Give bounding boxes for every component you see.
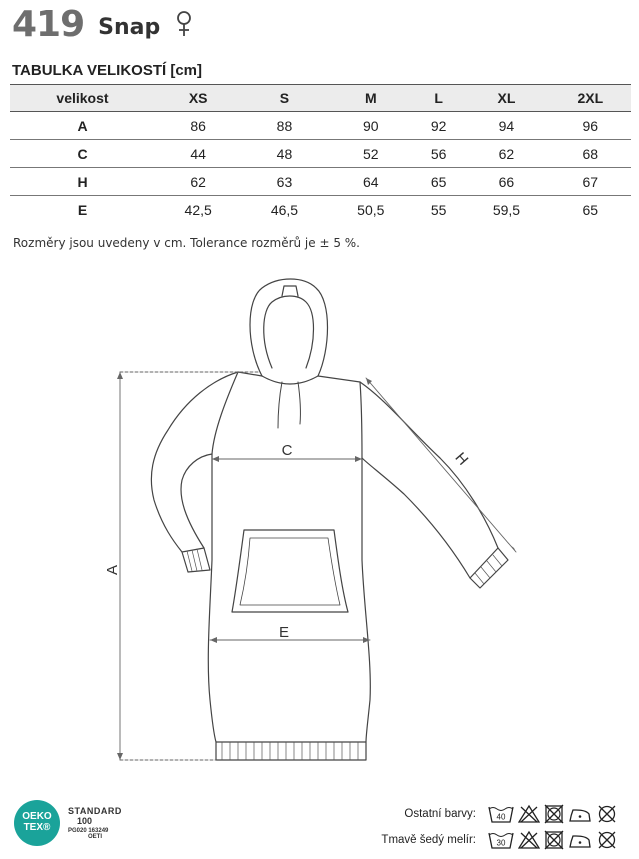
table-cell: 62 — [463, 140, 549, 168]
table-cell: 59,5 — [492, 201, 521, 218]
header-cell: XS — [155, 85, 241, 112]
no-dry-clean-icon — [596, 804, 618, 824]
wash-temp-other: 40 — [496, 812, 506, 822]
oeko-logo-line1: OEKO — [22, 811, 52, 822]
tolerance-note: Rozměry jsou uvedeny v cm. Tolerance rozměrů je ± 5 %. — [13, 236, 360, 250]
table-cell: 88 — [241, 112, 327, 140]
ribbing-lines — [187, 549, 502, 760]
no-bleach-icon — [518, 804, 540, 824]
wash-30-icon — [488, 830, 514, 850]
table-cell: 92 — [414, 112, 463, 140]
oeko-standard-number: 100 — [77, 816, 93, 826]
oeko-certificate: PG020 163249 — [68, 828, 109, 834]
table-cell: 67 — [550, 168, 631, 196]
iron-low-icon — [568, 830, 592, 850]
care-symbols-other — [488, 804, 618, 824]
product-name: Snap — [98, 14, 161, 40]
garment-outline — [151, 279, 508, 760]
row-label: H — [10, 168, 155, 196]
wash-40-icon — [488, 804, 514, 824]
header-cell: velikost — [10, 85, 155, 112]
header-cell: 2XL — [550, 85, 631, 112]
table-cell: 66 — [463, 168, 549, 196]
table-cell: 65 — [582, 201, 599, 218]
product-number: 419 — [12, 3, 85, 45]
label-a: A — [104, 564, 121, 576]
oeko-institute: OETI — [88, 834, 103, 840]
table-cell: 48 — [241, 140, 327, 168]
care-label-grey-melange: Tmavě šedý melír: — [381, 834, 476, 846]
oeko-tex-badge — [14, 800, 124, 848]
label-c: C — [281, 442, 293, 459]
measurement-lines — [120, 372, 516, 760]
table-cell: 52 — [328, 140, 414, 168]
no-bleach-icon — [518, 830, 540, 850]
header-cell: M — [328, 85, 414, 112]
row-label: E — [77, 201, 88, 218]
oeko-tex-logo — [14, 800, 60, 846]
table-cell: 42,5 — [184, 201, 212, 218]
table-cell: 65 — [414, 168, 463, 196]
table-cell: 46,5 — [270, 201, 299, 218]
table-cell: 68 — [550, 140, 631, 168]
label-e: E — [278, 624, 290, 641]
table-cell: 96 — [550, 112, 631, 140]
table-cell: 64 — [328, 168, 414, 196]
oeko-tex-text — [68, 806, 122, 840]
table-cell: 56 — [414, 140, 463, 168]
wash-temp-grey-melange: 30 — [496, 838, 506, 848]
measurement-arrows — [117, 372, 516, 760]
table-cell: 55 — [430, 201, 447, 218]
header-cell: S — [241, 85, 327, 112]
table-cell: 62 — [155, 168, 241, 196]
table-cell: 86 — [155, 112, 241, 140]
table-cell: 63 — [241, 168, 327, 196]
table-cell: 94 — [463, 112, 549, 140]
label-h: H — [451, 449, 472, 469]
table-cell: 50,5 — [357, 201, 385, 218]
no-tumble-dry-icon — [544, 830, 564, 850]
no-tumble-dry-icon — [544, 804, 564, 824]
header-cell: L — [414, 85, 463, 112]
header-cell: XL — [463, 85, 549, 112]
table-cell: 44 — [155, 140, 241, 168]
care-symbols-grey-melange — [488, 830, 618, 850]
row-label: A — [10, 112, 155, 140]
size-table-title: TABULKA VELIKOSTÍ [cm] — [12, 62, 202, 79]
measurement-labels — [104, 442, 471, 641]
care-label-other: Ostatní barvy: — [404, 808, 476, 820]
oeko-standard: STANDARD — [68, 806, 122, 816]
table-cell: 90 — [328, 112, 414, 140]
iron-low-icon — [568, 804, 592, 824]
oeko-logo-line2: TEX® — [23, 822, 51, 833]
no-dry-clean-icon — [596, 830, 618, 850]
row-label: C — [10, 140, 155, 168]
